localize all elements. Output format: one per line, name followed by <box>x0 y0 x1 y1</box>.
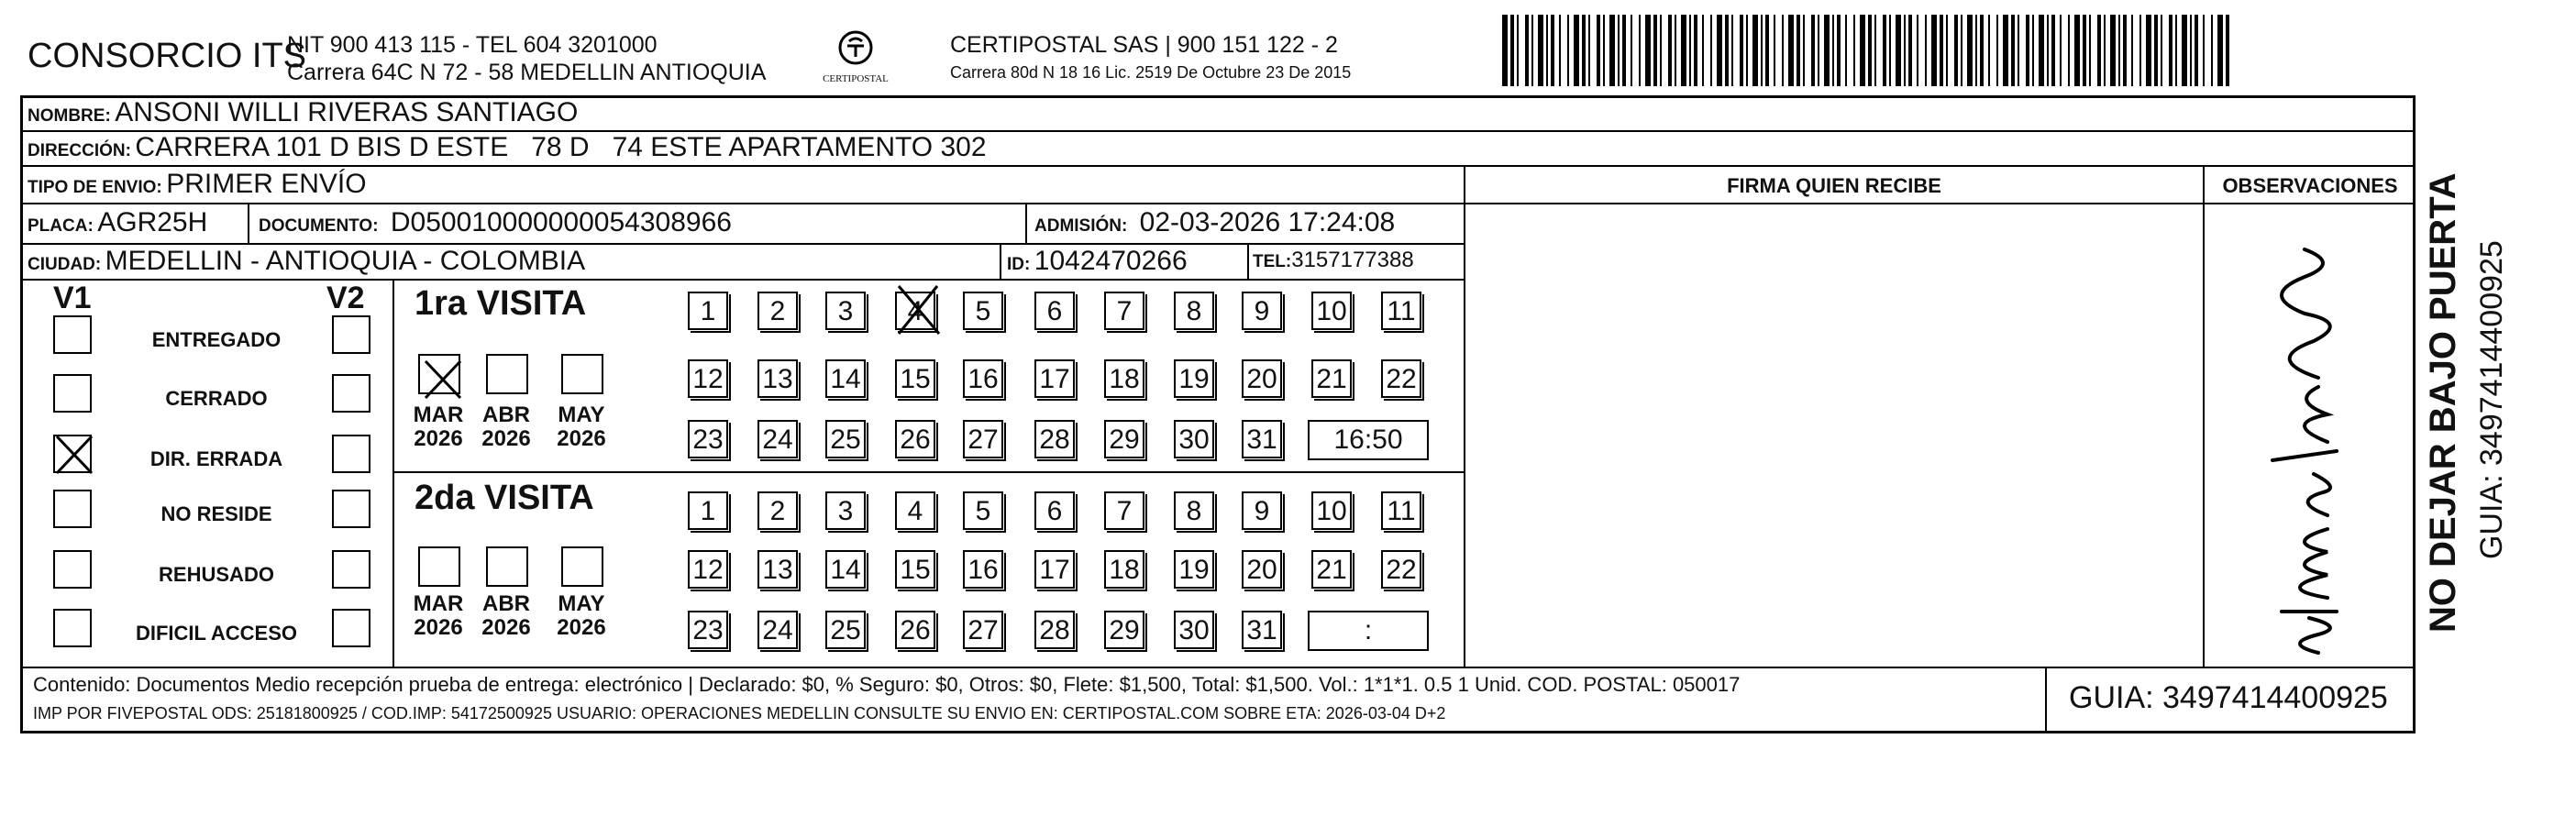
certipostal-logo <box>814 28 897 88</box>
certipostal-info <box>950 31 1351 86</box>
day-box[interactable]: 13 <box>757 550 798 589</box>
rule <box>20 667 2416 668</box>
barcode-bar <box>1746 15 1748 86</box>
barcode-bar <box>2217 15 2223 86</box>
day-box[interactable]: 22 <box>1381 359 1421 398</box>
barcode-bar <box>2039 15 2044 86</box>
month-name: MAY <box>558 402 605 427</box>
month-year: 2026 <box>414 615 463 640</box>
day-box[interactable]: 17 <box>1034 359 1075 398</box>
barcode-bar <box>2123 15 2127 86</box>
month-name: MAR <box>413 402 464 427</box>
barcode-bar <box>1765 15 1769 86</box>
direccion-label: DIRECCIÓN: <box>28 141 131 160</box>
v2-checkbox[interactable] <box>332 490 370 528</box>
barcode-bar <box>1961 15 1962 86</box>
barcode-bar <box>2018 15 2019 86</box>
barcode-bar <box>1811 15 1815 86</box>
day-box[interactable]: 7 <box>1104 292 1144 330</box>
barcode-bar <box>1603 15 1605 86</box>
guia-number: GUIA: 3497414400925 <box>2069 680 2388 715</box>
month-year: 2026 <box>557 426 606 451</box>
day-box[interactable]: 28 <box>1034 611 1075 649</box>
month-name: ABR <box>482 402 530 427</box>
barcode-bar <box>1645 15 1651 86</box>
day-check-mark <box>891 281 946 344</box>
barcode-bar <box>1931 15 1937 86</box>
month-checkbox[interactable] <box>486 546 528 587</box>
barcode-bar <box>1853 15 1855 86</box>
day-box[interactable]: 1 <box>688 292 728 330</box>
day-box[interactable]: 26 <box>895 420 935 458</box>
barcode-bar <box>1639 15 1641 86</box>
barcode-bar <box>1660 15 1662 86</box>
barcode-bar <box>2190 15 2192 86</box>
barcode-bar <box>1988 15 1990 86</box>
id-label: ID: <box>1007 255 1031 274</box>
handwriting-icon <box>2217 240 2401 662</box>
status-label: REHUSADO <box>159 563 274 586</box>
barcode-bar <box>1538 15 1543 86</box>
day-box[interactable]: 31 <box>1242 420 1282 458</box>
contenido-line: Contenido: Documentos Medio recepción prueba de entrega: electrónico | Declarado: $0, % Seguro: $0, Otros: $0, Flete: $1,500, Total: $1,500. Vol.: 1*1*1. 0.5 1 Unid. COD. POSTAL: 050017 <box>33 673 1741 696</box>
tel-value: 3157177388 <box>1291 248 1414 272</box>
barcode-bar <box>1588 15 1590 86</box>
day-box[interactable]: 10 <box>1311 292 1352 330</box>
documento-value: D050010000000054308966 <box>390 207 732 237</box>
day-box[interactable]: 11 <box>1381 491 1421 530</box>
barcode-bar <box>1761 15 1763 86</box>
barcode-bar <box>2131 15 2133 86</box>
barcode-bar <box>2203 15 2205 86</box>
day-box[interactable]: 7 <box>1104 491 1144 530</box>
day-box[interactable]: 27 <box>963 420 1003 458</box>
day-box[interactable]: 31 <box>1242 611 1282 649</box>
barcode-bar <box>1597 15 1600 86</box>
barcode-bar <box>1837 15 1841 86</box>
barcode-bar <box>1845 15 1847 86</box>
barcode-bar <box>1531 15 1533 86</box>
barcode-bar <box>1904 15 1906 86</box>
barcode-bar <box>1896 15 1901 86</box>
day-box[interactable]: 27 <box>963 611 1003 649</box>
rule <box>1025 203 1027 243</box>
month-checkbox[interactable] <box>561 546 603 587</box>
day-box[interactable]: 10 <box>1311 491 1352 530</box>
barcode-bar <box>1546 15 1548 86</box>
v2-checkbox[interactable] <box>332 550 370 589</box>
barcode-bar <box>2074 15 2080 86</box>
admision-label: ADMISIÓN: <box>1034 216 1128 236</box>
rule <box>392 471 1464 473</box>
barcode-bar <box>2060 15 2062 86</box>
day-box[interactable]: 23 <box>688 611 728 649</box>
day-box[interactable]: 30 <box>1174 420 1214 458</box>
month-label <box>411 403 466 451</box>
barcode-bar <box>1631 15 1632 86</box>
day-box[interactable]: 3 <box>825 292 866 330</box>
documento-row <box>259 207 732 238</box>
tel-row <box>1253 248 1414 273</box>
day-box[interactable]: 9 <box>1242 292 1282 330</box>
barcode-bar <box>2195 15 2198 86</box>
barcode-bar <box>2226 15 2229 86</box>
admision-value: 02-03-2026 17:24:08 <box>1139 207 1396 237</box>
placa-label: PLACA: <box>28 216 94 236</box>
month-label <box>411 592 466 640</box>
day-box[interactable]: 20 <box>1242 359 1282 398</box>
barcode-bar <box>1782 15 1784 86</box>
documento-label: DOCUMENTO: <box>259 216 379 236</box>
v2-checkbox[interactable] <box>332 435 370 473</box>
barcode-bar <box>2003 15 2008 86</box>
barcode-bar <box>1502 15 1508 86</box>
day-box[interactable]: 14 <box>825 550 866 589</box>
barcode-bar <box>1622 15 1626 86</box>
barcode-bar <box>1567 15 1569 86</box>
day-box[interactable]: 2 <box>757 292 798 330</box>
barcode-bar <box>1717 15 1722 86</box>
barcode-bar <box>2146 15 2151 86</box>
barcode-bar <box>2089 15 2091 86</box>
rule <box>2203 165 2205 667</box>
month-name: MAY <box>558 591 605 616</box>
barcode-bar <box>1510 15 1514 86</box>
ciudad-row <box>28 246 585 277</box>
barcode-bar <box>2161 15 2162 86</box>
rule <box>248 203 249 243</box>
v1-checkbox[interactable] <box>53 550 92 589</box>
day-box[interactable]: 29 <box>1104 611 1144 649</box>
barcode-bar <box>1774 15 1775 86</box>
barcode-bar <box>1889 15 1891 86</box>
company-address: Carrera 64C N 72 - 58 MEDELLIN ANTIOQUIA <box>287 60 767 85</box>
day-box[interactable]: 12 <box>688 359 728 398</box>
rule <box>20 165 2416 167</box>
month-checkbox[interactable] <box>561 354 603 394</box>
day-box[interactable]: 15 <box>895 359 935 398</box>
tipo-value: PRIMER ENVÍO <box>166 169 367 199</box>
v1-checkbox[interactable] <box>53 374 92 413</box>
barcode-bar <box>1653 15 1657 86</box>
v2-checkbox[interactable] <box>332 609 370 647</box>
day-box[interactable]: 4 <box>895 292 935 330</box>
barcode-bar <box>1710 15 1712 86</box>
barcode-bar <box>1797 15 1800 86</box>
barcode-bar <box>2047 15 2049 86</box>
barcode-bar <box>1818 15 1819 86</box>
v2-checkbox[interactable] <box>332 374 370 413</box>
day-box[interactable]: 23 <box>688 420 728 458</box>
month-year: 2026 <box>481 615 531 640</box>
barcode-bar <box>1675 15 1676 86</box>
imp-line: IMP POR FIVEPOSTAL ODS: 25181800925 / COD.IMP: 54172500925 USUARIO: OPERACIONES MEDELLIN CONSULTE SU ENVIO EN: CERTIPOSTAL.COM SOBRE ETA: 2026-03-04 D+2 <box>33 704 1446 722</box>
rule <box>2045 667 2047 733</box>
day-box[interactable]: 25 <box>825 420 866 458</box>
time-box[interactable]: : <box>1308 611 1429 651</box>
day-box[interactable]: 6 <box>1034 292 1075 330</box>
side-guia: GUIA: 3497414400925 <box>2474 240 2509 559</box>
barcode-bar <box>2083 15 2086 86</box>
day-box[interactable]: 12 <box>688 550 728 589</box>
v2-heading: V2 <box>326 281 365 315</box>
certipostal-line2: Carrera 80d N 18 16 Lic. 2519 De Octubre 23 De 2015 <box>950 63 1352 82</box>
barcode-bar <box>1946 15 1948 86</box>
firma-heading: FIRMA QUIEN RECIBE <box>1727 174 1941 197</box>
rule <box>1247 243 1249 279</box>
barcode-bar <box>1917 15 1918 86</box>
day-box[interactable]: 19 <box>1174 550 1214 589</box>
day-box[interactable]: 8 <box>1174 491 1214 530</box>
barcode-bar <box>1925 15 1927 86</box>
day-box[interactable]: 1 <box>688 491 728 530</box>
placa-row <box>28 207 207 238</box>
rule <box>1464 203 2416 204</box>
side-warning: NO DEJAR BAJO PUERTA <box>2423 172 2463 633</box>
barcode-bar <box>1832 15 1834 86</box>
status-label: DIFICIL ACCESO <box>135 622 297 645</box>
barcode-bar <box>1824 15 1830 86</box>
barcode-bar <box>1618 15 1620 86</box>
id-row <box>1007 246 1188 277</box>
status-label: ENTREGADO <box>151 328 282 351</box>
barcode-bar <box>2032 15 2034 86</box>
ciudad-label: CIUDAD: <box>28 255 102 274</box>
barcode-bar <box>2175 15 2177 86</box>
barcode-bar <box>2097 15 2101 86</box>
barcode-bar <box>1681 15 1686 86</box>
barcode <box>1502 15 2236 86</box>
nit-line: NIT 900 413 115 - TEL 604 3201000 <box>287 32 658 58</box>
v1-heading: V1 <box>53 281 92 315</box>
admision-row <box>1034 207 1395 238</box>
id-value: 1042470266 <box>1034 246 1188 276</box>
day-box[interactable]: 6 <box>1034 491 1075 530</box>
day-box[interactable]: 5 <box>963 491 1003 530</box>
day-box[interactable]: 20 <box>1242 550 1282 589</box>
rule <box>1464 165 1465 667</box>
month-checkbox[interactable] <box>418 354 460 394</box>
nombre-value: ANSONI WILLI RIVERAS SANTIAGO <box>115 97 579 127</box>
barcode-bar <box>2154 15 2158 86</box>
v1-checkbox[interactable] <box>53 435 92 473</box>
v1-checkbox[interactable] <box>53 609 92 647</box>
barcode-bar <box>1954 15 1958 86</box>
nombre-row <box>28 97 578 128</box>
barcode-bar <box>1525 15 1529 86</box>
direccion-row <box>28 132 987 163</box>
day-box[interactable]: 30 <box>1174 611 1214 649</box>
ciudad-value: MEDELLIN - ANTIOQUIA - COLOMBIA <box>105 246 586 276</box>
second-visit-heading: 2da VISITA <box>415 479 594 517</box>
barcode-bar <box>2110 15 2116 86</box>
barcode-bar <box>1975 15 1977 86</box>
v1-checkbox[interactable] <box>53 315 92 354</box>
barcode-bar <box>2026 15 2029 86</box>
day-box[interactable]: 14 <box>825 359 866 398</box>
barcode-bar <box>1860 15 1865 86</box>
day-box[interactable]: 29 <box>1104 420 1144 458</box>
day-box[interactable]: 11 <box>1381 292 1421 330</box>
month-checkbox[interactable] <box>418 546 460 587</box>
barcode-bar <box>2139 15 2141 86</box>
day-box[interactable]: 3 <box>825 491 866 530</box>
month-label <box>479 592 534 640</box>
month-year: 2026 <box>414 426 463 451</box>
month-year: 2026 <box>557 615 606 640</box>
barcode-bar <box>2068 15 2070 86</box>
day-box[interactable]: 22 <box>1381 550 1421 589</box>
day-box[interactable]: 26 <box>895 611 935 649</box>
rule <box>1000 243 1001 279</box>
month-label <box>479 403 534 451</box>
barcode-bar <box>1609 15 1615 86</box>
v2-checkbox[interactable] <box>332 315 370 354</box>
day-box[interactable]: 16 <box>963 550 1003 589</box>
barcode-bar <box>1908 15 1912 86</box>
tipo-row <box>28 169 367 200</box>
barcode-bar <box>1551 15 1554 86</box>
day-box[interactable]: 28 <box>1034 420 1075 458</box>
month-checkbox[interactable] <box>486 354 528 394</box>
barcode-bar <box>1883 15 1886 86</box>
barcode-bar <box>1980 15 1984 86</box>
barcode-bar <box>1874 15 1876 86</box>
month-label <box>554 403 609 451</box>
day-box[interactable]: 4 <box>895 491 935 530</box>
barcode-bar <box>2011 15 2015 86</box>
logo-text: CERTIPOSTAL <box>823 73 889 84</box>
logo-icon <box>814 28 897 73</box>
status-label: NO RESIDE <box>160 502 272 525</box>
v1-checkbox[interactable] <box>53 490 92 528</box>
barcode-bar <box>2169 15 2172 86</box>
barcode-bar <box>1559 15 1561 86</box>
barcode-bar <box>1582 15 1586 86</box>
barcode-bar <box>1752 15 1758 86</box>
handwritten-observation <box>2217 240 2401 662</box>
month-year: 2026 <box>481 426 531 451</box>
barcode-bar <box>1803 15 1805 86</box>
day-box[interactable]: 8 <box>1174 292 1214 330</box>
day-box[interactable]: 15 <box>895 550 935 589</box>
barcode-bar <box>1574 15 1579 86</box>
barcode-bar <box>1996 15 1998 86</box>
day-box[interactable]: 19 <box>1174 359 1214 398</box>
barcode-bar <box>2104 15 2106 86</box>
day-box[interactable]: 13 <box>757 359 798 398</box>
day-box[interactable]: 16 <box>963 359 1003 398</box>
barcode-bar <box>1967 15 1973 86</box>
company-name: CONSORCIO ITS <box>28 37 307 75</box>
barcode-bar <box>2051 15 2055 86</box>
barcode-bar <box>2118 15 2120 86</box>
barcode-bar <box>1694 15 1697 86</box>
first-visit-heading: 1ra VISITA <box>415 284 587 323</box>
placa-value: AGR25H <box>97 207 208 237</box>
barcode-bar <box>1725 15 1729 86</box>
nombre-label: NOMBRE: <box>28 106 111 126</box>
status-label: CERRADO <box>165 387 268 410</box>
rule <box>20 279 1464 281</box>
barcode-bar <box>1517 15 1519 86</box>
time-box[interactable]: 16:50 <box>1308 420 1429 460</box>
certipostal-line1: CERTIPOSTAL SAS | 900 151 122 - 2 <box>950 32 1338 58</box>
day-box[interactable]: 18 <box>1104 359 1144 398</box>
month-label <box>554 592 609 640</box>
company-info <box>287 31 766 86</box>
tipo-label: TIPO DE ENVIO: <box>28 178 162 197</box>
day-box[interactable]: 24 <box>757 420 798 458</box>
day-box[interactable]: 25 <box>825 611 866 649</box>
day-box[interactable]: 2 <box>757 491 798 530</box>
day-box[interactable]: 5 <box>963 292 1003 330</box>
barcode-bar <box>1740 15 1743 86</box>
day-box[interactable]: 9 <box>1242 491 1282 530</box>
day-box[interactable]: 21 <box>1311 359 1352 398</box>
barcode-bar <box>1940 15 1943 86</box>
rule <box>392 279 394 667</box>
barcode-bar <box>1689 15 1691 86</box>
month-name: ABR <box>482 591 530 616</box>
observaciones-heading: OBSERVACIONES <box>2222 174 2398 197</box>
barcode-bar <box>1668 15 1672 86</box>
tel-label: TEL: <box>1253 252 1292 271</box>
barcode-bar <box>1731 15 1733 86</box>
barcode-bar <box>1702 15 1704 86</box>
day-box[interactable]: 21 <box>1311 550 1352 589</box>
barcode-bar <box>2211 15 2213 86</box>
barcode-bar <box>2182 15 2187 86</box>
status-label: DIR. ERRADA <box>149 447 283 470</box>
day-box[interactable]: 18 <box>1104 550 1144 589</box>
barcode-bar <box>1868 15 1872 86</box>
barcode-bar <box>1788 15 1794 86</box>
day-box[interactable]: 24 <box>757 611 798 649</box>
month-name: MAR <box>413 591 464 616</box>
day-box[interactable]: 17 <box>1034 550 1075 589</box>
direccion-value: CARRERA 101 D BIS D ESTE 78 D 74 ESTE APARTAMENTO 302 <box>135 132 987 162</box>
